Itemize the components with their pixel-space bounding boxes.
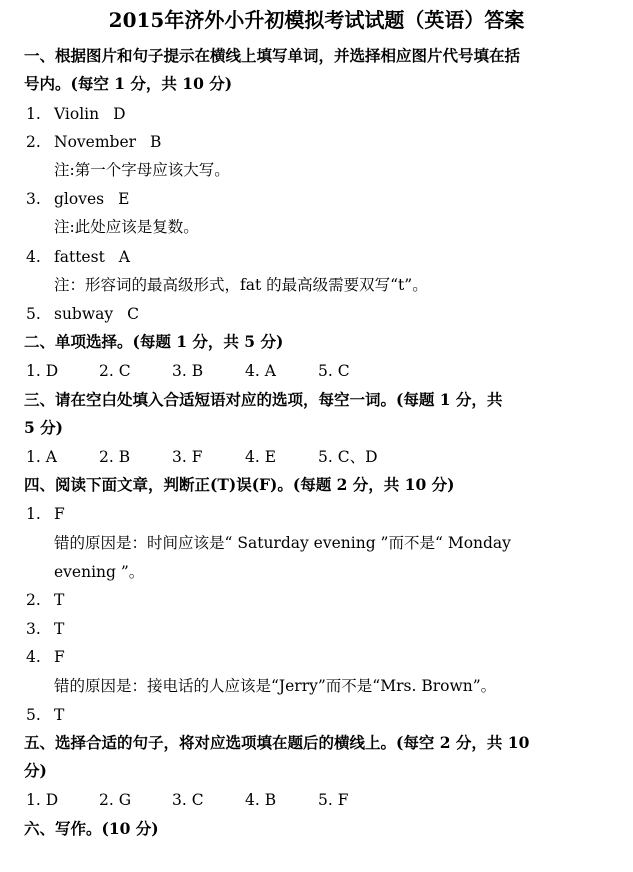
- item-number: 1.: [26, 105, 41, 123]
- section6-heading: 六、写作。(10 分): [24, 819, 159, 838]
- section4-item-2: [26, 589, 64, 611]
- section1-heading-line1: 一、根据图片和句子提示在横线上填写单词，并选择相应图片代号填在括: [24, 46, 521, 65]
- section1-item-5: [26, 303, 139, 325]
- item-letter: E: [118, 190, 130, 208]
- item-letter: B: [150, 133, 162, 151]
- page-title: 2015年济外小升初模拟考试试题（英语）答案: [108, 8, 525, 32]
- section2-heading: 二、单项选择。(每题 1 分，共 5 分): [24, 332, 284, 351]
- section4-item-4-reason-line1: 错的原因是：接电话的人应该是“Jerry”而不是“Mrs. Brown”。: [54, 677, 497, 695]
- answer: 3. F: [172, 448, 203, 466]
- item-answer: T: [54, 591, 65, 609]
- answer: 1. D: [26, 362, 59, 380]
- section1-item-3-note: 注:此处应该是复数。: [54, 218, 199, 236]
- item-word: gloves: [54, 190, 105, 208]
- item-letter: D: [113, 105, 126, 123]
- item-word: November: [54, 133, 137, 151]
- section5-heading-line2: 分): [24, 761, 47, 780]
- item-number: 3.: [26, 620, 41, 638]
- item-answer: F: [54, 505, 65, 523]
- answer: 3. C: [172, 791, 204, 809]
- section3-heading-line1: 三、请在空白处填入合适短语对应的选项，每空一词。(每题 1 分，共: [24, 390, 503, 409]
- answer: 4. A: [245, 362, 276, 380]
- answer: 4. B: [245, 791, 277, 809]
- section1-item-1: [26, 103, 126, 125]
- item-number: 5.: [26, 706, 41, 724]
- section1-heading-line2: 号内。(每空 1 分，共 10 分): [24, 74, 233, 93]
- answer: 5. F: [318, 791, 349, 809]
- section3-answers: [26, 446, 391, 468]
- section1-item-3: [26, 188, 129, 210]
- item-word: Violin: [54, 105, 100, 123]
- item-number: 2.: [26, 591, 41, 609]
- item-number: 5.: [26, 305, 41, 323]
- section1-item-2-note: 注:第一个字母应该大写。: [54, 161, 230, 179]
- section2-answers: [26, 360, 391, 382]
- item-number: 4.: [26, 648, 41, 666]
- section4-heading: 四、阅读下面文章，判断正(T)误(F)。(每题 2 分，共 10 分): [24, 475, 455, 494]
- answer: 2. G: [99, 791, 132, 809]
- item-letter: A: [118, 248, 130, 266]
- item-answer: T: [54, 620, 65, 638]
- section5-heading-line1: 五、选择合适的句子，将对应选项填在题后的横线上。(每空 2 分，共 10: [24, 733, 530, 752]
- item-answer: T: [54, 706, 65, 724]
- answer: 4. E: [245, 448, 277, 466]
- answer: 5. C: [318, 362, 350, 380]
- answer: 2. C: [99, 362, 131, 380]
- answer: 2. B: [99, 448, 131, 466]
- section1-item-2: [26, 131, 161, 153]
- item-letter: C: [127, 305, 139, 323]
- item-number: 3.: [26, 190, 41, 208]
- section4-item-1-reason-line2: evening ”。: [54, 563, 145, 581]
- section4-item-1: [26, 503, 65, 525]
- item-number: 1.: [26, 505, 41, 523]
- answer: 3. B: [172, 362, 204, 380]
- section4-item-4: [26, 646, 65, 668]
- item-number: 2.: [26, 133, 41, 151]
- item-word: fattest: [54, 248, 105, 266]
- section4-item-5: [26, 704, 64, 726]
- item-word: subway: [54, 305, 114, 323]
- item-answer: F: [54, 648, 65, 666]
- section5-answers: [26, 789, 391, 811]
- section1-item-4: [26, 246, 130, 268]
- section1-item-4-note: 注：形容词的最高级形式，fat 的最高级需要双写“t”。: [54, 276, 428, 294]
- section4-item-1-reason-line1: 错的原因是：时间应该是“ Saturday evening ”而不是“ Monday: [54, 534, 511, 552]
- section4-item-3: [26, 618, 64, 640]
- section3-heading-line2: 5 分): [24, 418, 64, 437]
- answer: 5. C、D: [318, 448, 378, 466]
- item-number: 4.: [26, 248, 41, 266]
- answer: 1. A: [26, 448, 57, 466]
- answer: 1. D: [26, 791, 59, 809]
